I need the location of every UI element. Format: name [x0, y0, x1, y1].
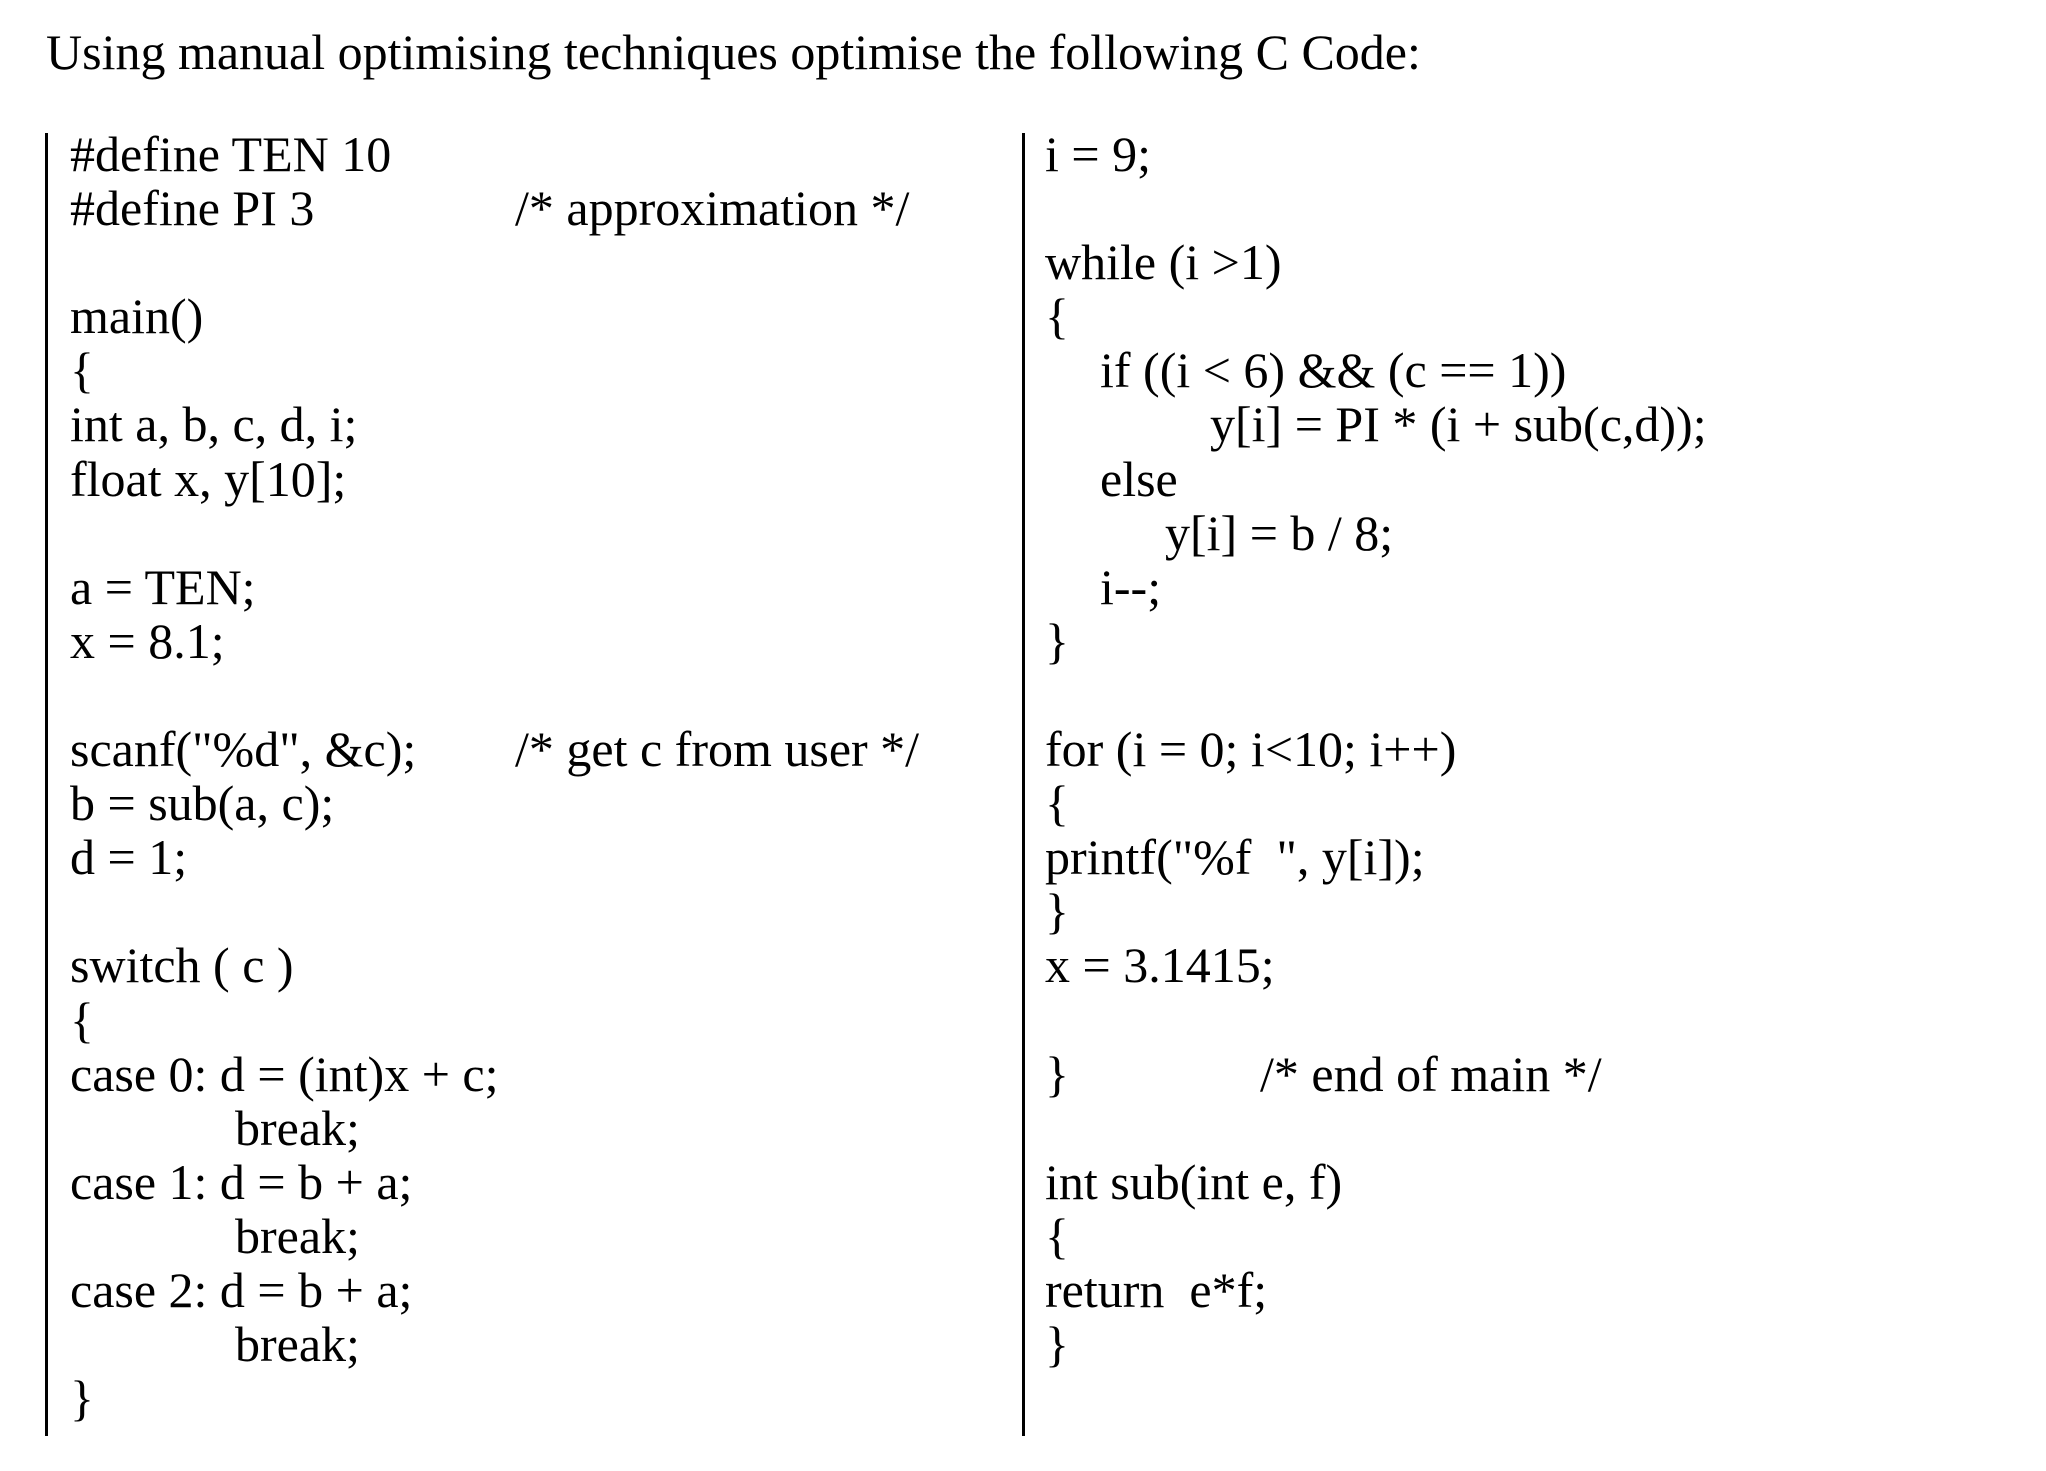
code-text: break;: [235, 1099, 360, 1156]
code-line: [70, 993, 1000, 1047]
code-text: }: [70, 1370, 94, 1427]
code-line: [70, 235, 1000, 289]
code-line: [70, 938, 1000, 992]
code-line: [1045, 181, 2025, 235]
code-comment: /* get c from user */: [515, 721, 920, 778]
code-line: [70, 560, 1000, 614]
code-line: [70, 1101, 1000, 1155]
code-text: #define TEN 10: [70, 126, 392, 182]
code-text: {: [1045, 1207, 1069, 1264]
code-line: [1045, 1101, 2025, 1155]
code-line: [70, 614, 1000, 668]
code-line: [70, 722, 1000, 776]
code-line: [70, 1209, 1000, 1263]
code-text: b = sub(a, c);: [70, 775, 335, 832]
code-text: {: [1045, 288, 1069, 345]
code-line: [70, 776, 1000, 830]
code-text: int sub(int e, f): [1045, 1153, 1343, 1210]
code-text: case 0: d = (int)x + c;: [70, 1045, 499, 1102]
code-comment: /* end of main */: [1260, 1045, 1602, 1102]
code-text: d = 1;: [70, 829, 188, 886]
code-text: if ((i < 6) && (c == 1)): [1100, 342, 1567, 399]
code-text: i = 9;: [1045, 126, 1151, 182]
code-text: }: [1045, 883, 1069, 940]
code-text: printf("%f ", y[i]);: [1045, 829, 1425, 886]
code-line: [1045, 235, 2025, 289]
code-text: {: [70, 991, 94, 1048]
code-text: x = 8.1;: [70, 612, 225, 669]
code-line: [70, 1047, 1000, 1101]
code-line: [1045, 993, 2025, 1047]
code-text: y[i] = b / 8;: [1165, 504, 1394, 561]
code-line: [70, 1155, 1000, 1209]
code-line: [70, 127, 1000, 181]
code-text: i--;: [1100, 558, 1162, 615]
code-line: [1045, 776, 2025, 830]
code-column-right: [1045, 127, 2025, 1371]
code-line: [70, 884, 1000, 938]
code-line: [1045, 1263, 2025, 1317]
code-line: [70, 668, 1000, 722]
code-line: [70, 343, 1000, 397]
code-line: [70, 1317, 1000, 1371]
code-text: return e*f;: [1045, 1261, 1268, 1318]
code-line: [1045, 452, 2025, 506]
code-line: [1045, 722, 2025, 776]
code-text: else: [1100, 450, 1178, 507]
code-text: #define PI 3: [70, 180, 315, 237]
code-line: [1045, 343, 2025, 397]
code-text: y[i] = PI * (i + sub(c,d));: [1210, 396, 1707, 453]
code-line: [1045, 1155, 2025, 1209]
code-line: [70, 452, 1000, 506]
code-line: [1045, 1317, 2025, 1371]
code-line: [1045, 614, 2025, 668]
code-line: [1045, 668, 2025, 722]
code-line: [1045, 289, 2025, 343]
code-text: {: [1045, 775, 1069, 832]
code-text: while (i >1): [1045, 234, 1282, 291]
code-line: [70, 397, 1000, 451]
code-text: switch ( c ): [70, 937, 294, 994]
code-line: [1045, 560, 2025, 614]
code-text: a = TEN;: [70, 558, 256, 615]
code-line: [1045, 830, 2025, 884]
code-text: }: [1045, 1045, 1069, 1102]
code-column-left: [70, 127, 1000, 1425]
code-line: [70, 181, 1000, 235]
code-line: [1045, 506, 2025, 560]
code-text: main(): [70, 288, 204, 345]
code-line: [70, 830, 1000, 884]
code-line: [70, 1371, 1000, 1425]
code-text: }: [1045, 1316, 1069, 1373]
code-line: [1045, 884, 2025, 938]
question-heading: Using manual optimising techniques optimise the following C Code:: [46, 24, 1421, 80]
code-text: case 1: d = b + a;: [70, 1153, 413, 1210]
code-line: [1045, 1209, 2025, 1263]
right-column-rule: [1022, 133, 1025, 1436]
code-text: }: [1045, 612, 1069, 669]
code-text: for (i = 0; i<10; i++): [1045, 721, 1457, 778]
code-line: [1045, 397, 2025, 451]
code-comment: /* approximation */: [515, 180, 910, 237]
code-line: [70, 1263, 1000, 1317]
left-column-rule: [45, 133, 48, 1436]
code-text: break;: [235, 1316, 360, 1373]
code-text: case 2: d = b + a;: [70, 1261, 413, 1318]
code-line: [70, 289, 1000, 343]
code-text: float x, y[10];: [70, 450, 347, 507]
code-text: scanf("%d", &c);: [70, 721, 417, 778]
code-text: x = 3.1415;: [1045, 937, 1275, 994]
code-line: [1045, 1047, 2025, 1101]
code-line: [1045, 127, 2025, 181]
code-line: [70, 506, 1000, 560]
code-text: int a, b, c, d, i;: [70, 396, 358, 453]
code-line: [1045, 938, 2025, 992]
code-text: break;: [235, 1207, 360, 1264]
code-text: {: [70, 342, 94, 399]
